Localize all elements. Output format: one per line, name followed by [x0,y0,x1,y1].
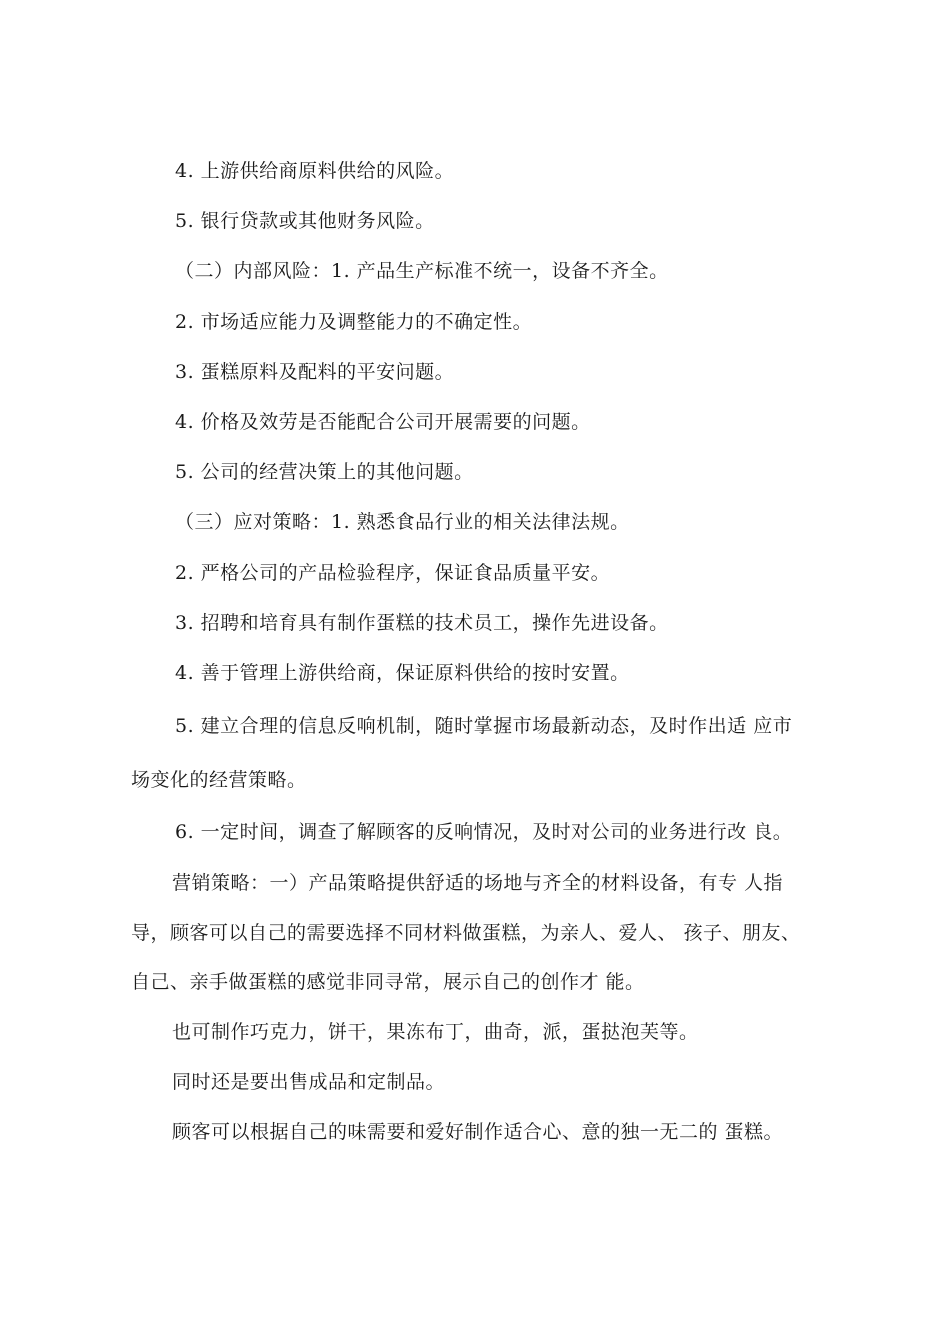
paragraph-line: 4. 价格及效劳是否能配合公司开展需要的问题。 [175,411,591,433]
paragraph-line: 顾客可以根据自己的味需要和爱好制作适合心、意的独一无二的 蛋糕。 [172,1121,784,1143]
paragraph-line: 2. 严格公司的产品检验程序，保证食品质量平安。 [175,562,611,584]
paragraph-line: 3. 招聘和培育具有制作蛋糕的技术员工，操作先进设备。 [175,612,669,634]
paragraph-line: 5. 公司的经营决策上的其他问题。 [175,461,474,483]
paragraph-line: （三）应对策略：1. 熟悉食品行业的相关法律法规。 [175,511,630,533]
paragraph-line: 也可制作巧克力，饼干，果冻布丁，曲奇，派，蛋挞泡芙等。 [172,1021,699,1043]
paragraph-line: 2. 市场适应能力及调整能力的不确定性。 [175,311,533,333]
paragraph-line: 导，顾客可以自己的需要选择不同材料做蛋糕，为亲人、爱人、 孩子、朋友、 [131,922,801,944]
paragraph-line: 4. 善于管理上游供给商，保证原料供给的按时安置。 [175,662,630,684]
paragraph-line: 自己、亲手做蛋糕的感觉非同寻常，展示自己的创作才 能。 [131,971,645,993]
paragraph-line: 5. 建立合理的信息反响机制，随时掌握市场最新动态，及时作出适 应市 [175,715,793,737]
paragraph-line: 同时还是要出售成品和定制品。 [172,1071,446,1093]
paragraph-line: 4. 上游供给商原料供给的风险。 [175,160,455,182]
paragraph-line: 场变化的经营策略。 [131,769,307,791]
paragraph-line: 6. 一定时间，调查了解顾客的反响情况，及时对公司的业务进行改 良。 [175,821,793,843]
paragraph-line: （二）内部风险：1. 产品生产标准不统一，设备不齐全。 [175,260,669,282]
paragraph-line: 营销策略：一）产品策略提供舒适的场地与齐全的材料设备，有专 人指 [172,872,784,894]
paragraph-line: 3. 蛋糕原料及配料的平安问题。 [175,361,455,383]
paragraph-line: 5. 银行贷款或其他财务风险。 [175,210,435,232]
